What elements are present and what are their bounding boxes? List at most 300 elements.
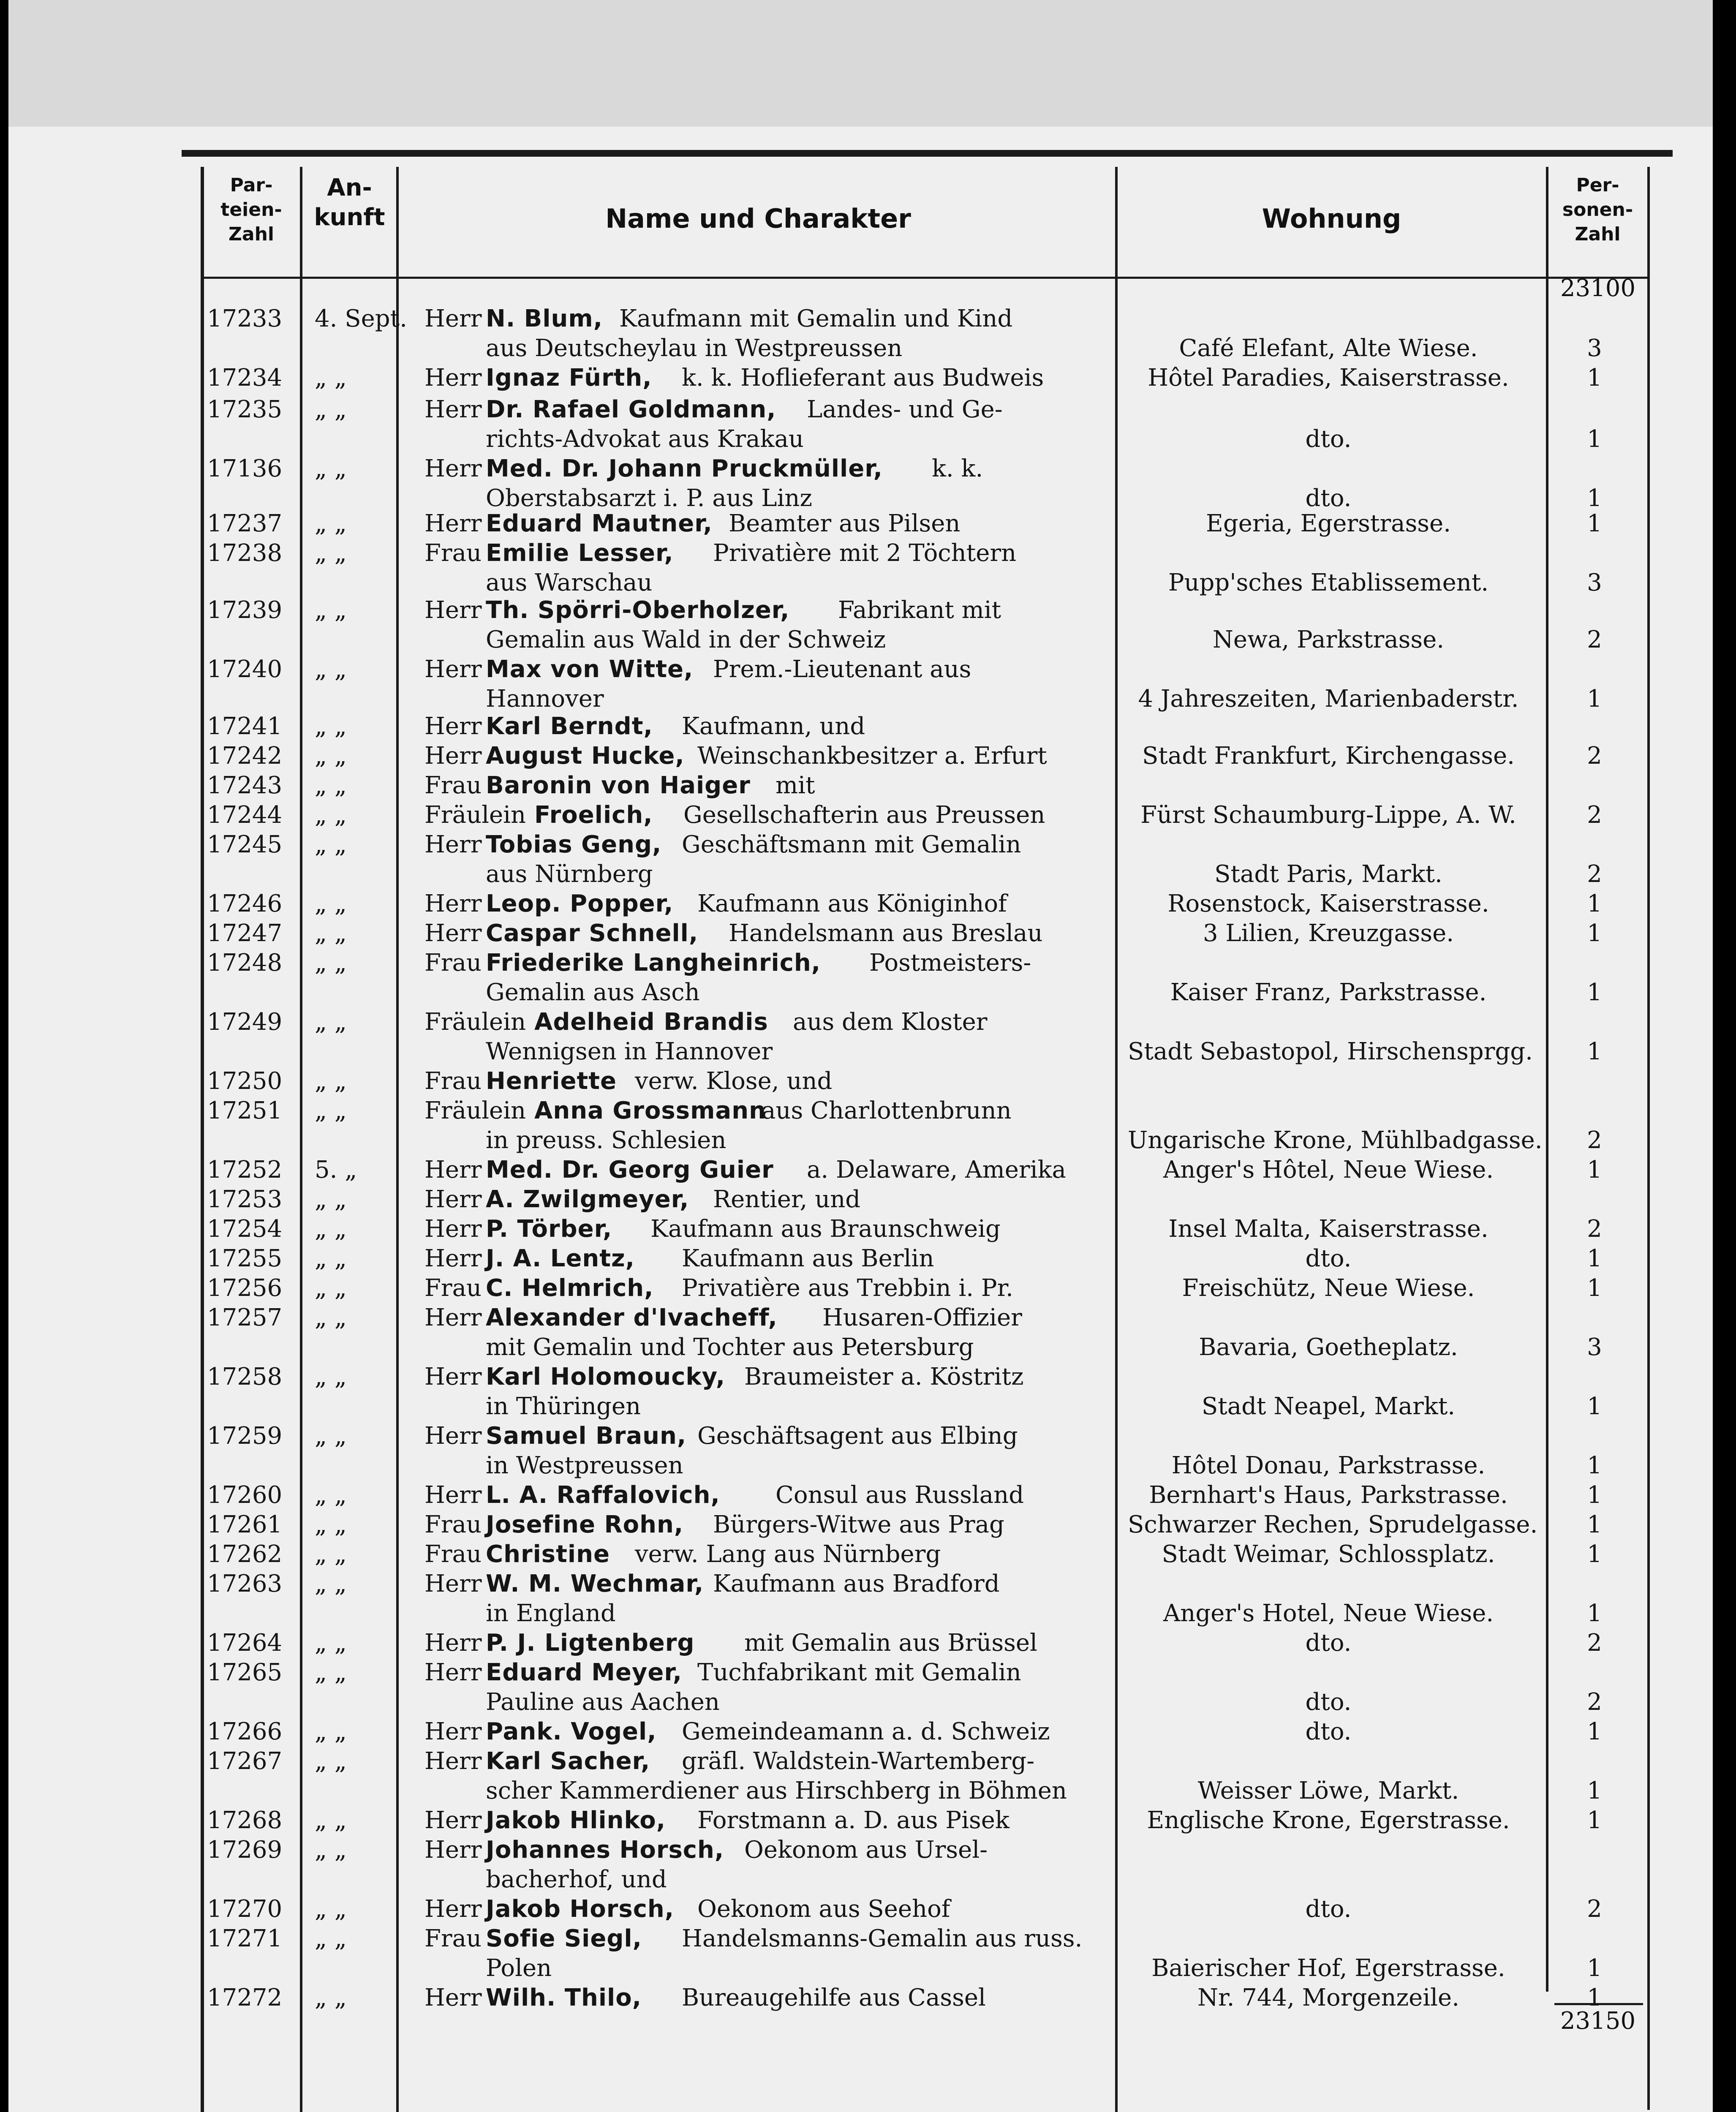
arrival-date: „ „ xyxy=(315,1718,347,1745)
guest-description: Braumeister a. Köstritz xyxy=(744,1363,1024,1391)
party-number: 17234 xyxy=(207,364,283,392)
header-bottom-rule xyxy=(203,277,1649,279)
address: dto. xyxy=(1305,484,1352,512)
header-party-line1: Par- xyxy=(230,174,273,196)
persons-count: 2 xyxy=(1587,801,1602,829)
arrival-date: „ „ xyxy=(315,539,347,567)
persons-count: 2 xyxy=(1587,860,1602,888)
header-persons-line1: Per- xyxy=(1576,174,1619,196)
carried-total: 23100 xyxy=(1560,275,1636,302)
guest-description: Kaufmann aus Braunschweig xyxy=(650,1215,1001,1243)
guest-title: Herr xyxy=(424,1481,482,1509)
address: 4 Jahreszeiten, Marienbaderstr. xyxy=(1138,685,1519,713)
address: Stadt Weimar, Schlossplatz. xyxy=(1162,1540,1495,1568)
header-arrival-line2: kunft xyxy=(314,204,385,231)
party-number: 17255 xyxy=(207,1245,283,1272)
guest-description-cont: aus Nürnberg xyxy=(486,860,653,888)
guest-name: Karl Holomoucky, xyxy=(486,1363,726,1391)
guest-description: Kaufmann mit Gemalin und Kind xyxy=(619,305,1013,332)
guest-description: Gemeindeamann a. d. Schweiz xyxy=(682,1718,1050,1745)
guest-description-cont: Wennigsen in Hannover xyxy=(486,1038,773,1065)
guest-description: gräfl. Waldstein-Wartemberg- xyxy=(682,1747,1035,1775)
party-number: 17256 xyxy=(207,1274,283,1302)
address: Stadt Frankfurt, Kirchengasse. xyxy=(1142,742,1515,770)
party-number: 17259 xyxy=(207,1422,283,1450)
guest-description-cont: in Thüringen xyxy=(486,1393,641,1420)
guest-title: Herr xyxy=(424,364,482,392)
guest-name: L. A. Raffalovich, xyxy=(486,1481,720,1509)
persons-count: 1 xyxy=(1587,1393,1602,1420)
guest-name: Pank. Vogel, xyxy=(486,1718,657,1745)
guest-name: Dr. Rafael Goldmann, xyxy=(486,396,776,423)
guest-description: Forstmann a. D. aus Pisek xyxy=(697,1807,1009,1834)
persons-count: 1 xyxy=(1587,1481,1602,1509)
guest-name: Max von Witte, xyxy=(486,656,694,683)
address: dto. xyxy=(1305,1688,1352,1716)
arrival-date: „ „ xyxy=(315,1363,347,1391)
party-number: 17261 xyxy=(207,1511,283,1538)
persons-count: 1 xyxy=(1587,1038,1602,1065)
party-number: 17268 xyxy=(207,1807,283,1834)
guest-name: Samuel Braun, xyxy=(486,1422,687,1450)
guest-name: Med. Dr. Johann Pruckmüller, xyxy=(486,455,883,482)
guest-description: aus Charlottenbrunn xyxy=(762,1097,1012,1124)
party-number: 17244 xyxy=(207,801,283,829)
guest-title: Herr xyxy=(424,1836,482,1864)
guest-description-cont: aus Warschau xyxy=(486,569,653,596)
arrival-date: „ „ xyxy=(315,1629,347,1657)
guest-description-cont: Gemalin aus Wald in der Schweiz xyxy=(486,626,886,653)
party-number: 17247 xyxy=(207,920,283,947)
party-number: 17240 xyxy=(207,656,283,683)
guest-description-cont: Oberstabsarzt i. P. aus Linz xyxy=(486,484,812,512)
persons-count: 1 xyxy=(1587,1274,1602,1302)
persons-count: 1 xyxy=(1587,1718,1602,1745)
guest-name: Froelich, xyxy=(534,801,653,829)
party-number: 17251 xyxy=(207,1097,283,1124)
guest-description: Kaufmann aus Berlin xyxy=(682,1245,934,1272)
persons-count: 1 xyxy=(1587,920,1602,947)
guest-description: Husaren-Offizier xyxy=(822,1304,1022,1331)
address: Stadt Sebastopol, Hirschensprgg. xyxy=(1128,1038,1533,1065)
guest-title: Herr xyxy=(424,656,482,683)
guest-name: Ignaz Fürth, xyxy=(486,364,652,392)
persons-count: 1 xyxy=(1587,890,1602,917)
guest-title: Herr xyxy=(424,1186,482,1213)
guest-name: Jakob Hlinko, xyxy=(486,1807,666,1834)
party-number: 17237 xyxy=(207,510,283,537)
party-number: 17242 xyxy=(207,742,283,770)
party-number: 17252 xyxy=(207,1156,283,1184)
guest-description-cont: aus Deutscheylau in Westpreussen xyxy=(486,335,903,362)
persons-count: 1 xyxy=(1587,1540,1602,1568)
persons-count: 1 xyxy=(1587,364,1602,392)
address: Weisser Löwe, Markt. xyxy=(1197,1777,1459,1804)
guest-name: Karl Sacher, xyxy=(486,1747,650,1775)
arrival-date: „ „ xyxy=(315,1097,347,1124)
guest-name: Sofie Siegl, xyxy=(486,1925,642,1952)
guest-title: Herr xyxy=(424,1895,482,1923)
arrival-date: „ „ xyxy=(315,1186,347,1213)
guest-description: Kaufmann aus Königinhof xyxy=(697,890,1007,917)
address: Egeria, Egerstrasse. xyxy=(1206,510,1451,537)
address: Bernhart's Haus, Parkstrasse. xyxy=(1149,1481,1508,1509)
rule-right xyxy=(1647,167,1650,2110)
guest-description-cont: scher Kammerdiener aus Hirschberg in Böhmen xyxy=(486,1777,1067,1804)
persons-count: 1 xyxy=(1587,1511,1602,1538)
address: Fürst Schaumburg-Lippe, A. W. xyxy=(1140,801,1516,829)
arrival-date: „ „ xyxy=(315,920,347,947)
header-party-line2: teien- xyxy=(220,199,282,220)
guest-name: Baronin von Haiger xyxy=(486,772,751,799)
arrival-date: „ „ xyxy=(315,1067,347,1095)
party-number: 17269 xyxy=(207,1836,283,1864)
arrival-date: „ „ xyxy=(315,1925,347,1952)
header-persons-line3: Zahl xyxy=(1575,223,1621,245)
guest-description-cont: Gemalin aus Asch xyxy=(486,979,700,1006)
guest-description: Landes- und Ge- xyxy=(807,396,1003,423)
guest-title: Frau xyxy=(424,1511,482,1538)
guest-name: Josefine Rohn, xyxy=(486,1511,684,1538)
arrival-date: „ „ xyxy=(315,396,347,423)
arrival-date: „ „ xyxy=(315,1245,347,1272)
party-number: 17136 xyxy=(207,455,283,482)
persons-count: 1 xyxy=(1587,1984,1602,2011)
party-number: 17265 xyxy=(207,1659,283,1686)
arrival-date: „ „ xyxy=(315,742,347,770)
guest-description: Gesellschafterin aus Preussen xyxy=(683,801,1045,829)
guest-description: Oekonom aus Seehof xyxy=(697,1895,950,1923)
guest-description: mit Gemalin aus Brüssel xyxy=(744,1629,1037,1657)
page-shading xyxy=(8,0,1713,127)
guest-title: Frau xyxy=(424,539,482,567)
address: Café Elefant, Alte Wiese. xyxy=(1179,335,1478,362)
guest-title: Herr xyxy=(424,742,482,770)
header-persons xyxy=(1550,173,1645,247)
guest-title: Frau xyxy=(424,1067,482,1095)
party-number: 17258 xyxy=(207,1363,283,1391)
guest-name: Th. Spörri-Oberholzer, xyxy=(486,596,790,624)
arrival-date: „ „ xyxy=(315,1215,347,1243)
rule-address-persons xyxy=(1546,167,1548,1992)
top-rule xyxy=(182,150,1673,157)
guest-description: Beamter aus Pilsen xyxy=(729,510,961,537)
party-number: 17246 xyxy=(207,890,283,917)
guest-name: August Hucke, xyxy=(486,742,685,770)
guest-description: Geschäftsagent aus Elbing xyxy=(697,1422,1018,1450)
persons-count: 1 xyxy=(1587,1452,1602,1479)
party-number: 17238 xyxy=(207,539,283,567)
guest-title: Herr xyxy=(424,1984,482,2011)
arrival-date: „ „ xyxy=(315,801,347,829)
guest-description: k. k. xyxy=(932,455,983,482)
party-number: 17270 xyxy=(207,1895,283,1923)
guest-title: Herr xyxy=(424,831,482,858)
guest-description: verw. Klose, und xyxy=(635,1067,833,1095)
guest-name: N. Blum, xyxy=(486,305,603,332)
persons-count: 1 xyxy=(1587,685,1602,713)
guest-title: Frau xyxy=(424,772,482,799)
register-page xyxy=(8,0,1713,2112)
guest-title: Herr xyxy=(424,1245,482,1272)
guest-title: Herr xyxy=(424,1747,482,1775)
header-persons-line2: sonen- xyxy=(1562,199,1633,220)
guest-name: Jakob Horsch, xyxy=(486,1895,675,1923)
arrival-date: „ „ xyxy=(315,1836,347,1864)
guest-title: Herr xyxy=(424,1718,482,1745)
guest-name: Med. Dr. Georg Guier xyxy=(486,1156,774,1184)
guest-name: Eduard Meyer, xyxy=(486,1659,683,1686)
guest-title: Fräulein xyxy=(424,1097,526,1124)
address: Schwarzer Rechen, Sprudelgasse. xyxy=(1128,1511,1538,1538)
guest-title: Herr xyxy=(424,596,482,624)
address: Hôtel Donau, Parkstrasse. xyxy=(1171,1452,1486,1479)
guest-name: Wilh. Thilo, xyxy=(486,1984,642,2011)
persons-count: 1 xyxy=(1587,979,1602,1006)
persons-count: 1 xyxy=(1587,1600,1602,1627)
guest-name: Adelheid Brandis xyxy=(534,1008,768,1036)
guest-name: Caspar Schnell, xyxy=(486,920,699,947)
address: Insel Malta, Kaiserstrasse. xyxy=(1168,1215,1488,1243)
party-number: 17257 xyxy=(207,1304,283,1331)
arrival-date: „ „ xyxy=(315,596,347,624)
address: dto. xyxy=(1305,425,1352,453)
arrival-date: „ „ xyxy=(315,1481,347,1509)
rule-left xyxy=(201,167,204,2112)
arrival-date: „ „ xyxy=(315,1807,347,1834)
guest-description-cont: mit Gemalin und Tochter aus Petersburg xyxy=(486,1334,974,1361)
header-party-number xyxy=(205,173,298,247)
guest-description: Geschäftsmann mit Gemalin xyxy=(682,831,1021,858)
arrival-date: „ „ xyxy=(315,1895,347,1923)
persons-count: 2 xyxy=(1587,1215,1602,1243)
guest-description-cont: Pauline aus Aachen xyxy=(486,1688,720,1716)
party-number: 17235 xyxy=(207,396,283,423)
persons-count: 1 xyxy=(1587,1245,1602,1272)
arrival-date: „ „ xyxy=(315,1570,347,1598)
persons-count: 2 xyxy=(1587,1127,1602,1154)
guest-title: Herr xyxy=(424,1156,482,1184)
address: Ungarische Krone, Mühlbadgasse. xyxy=(1128,1127,1543,1154)
party-number: 17239 xyxy=(207,596,283,624)
address: Hôtel Paradies, Kaiserstrasse. xyxy=(1148,364,1509,392)
arrival-date: „ „ xyxy=(315,1984,347,2011)
guest-description: Postmeisters- xyxy=(869,949,1031,977)
guest-name: Anna Grossmann xyxy=(534,1097,766,1124)
persons-count: 2 xyxy=(1587,742,1602,770)
guest-description: Fabrikant mit xyxy=(838,596,1001,624)
persons-count: 2 xyxy=(1587,626,1602,653)
guest-description: mit xyxy=(775,772,815,799)
guest-description: Kaufmann aus Bradford xyxy=(713,1570,1000,1598)
address: 3 Lilien, Kreuzgasse. xyxy=(1203,920,1454,947)
guest-title: Herr xyxy=(424,1629,482,1657)
guest-description: aus dem Kloster xyxy=(793,1008,988,1036)
persons-count: 1 xyxy=(1587,1807,1602,1834)
party-number: 17271 xyxy=(207,1925,283,1952)
arrival-date: „ „ xyxy=(315,1274,347,1302)
guest-description: Prem.-Lieutenant aus xyxy=(713,656,971,683)
guest-name: P. Törber, xyxy=(486,1215,612,1243)
guest-title: Herr xyxy=(424,1422,482,1450)
arrival-date: „ „ xyxy=(315,1511,347,1538)
guest-name: Henriette xyxy=(486,1067,617,1095)
guest-title: Herr xyxy=(424,396,482,423)
persons-count: 1 xyxy=(1587,1777,1602,1804)
guest-title: Herr xyxy=(424,1807,482,1834)
party-number: 17260 xyxy=(207,1481,283,1509)
party-number: 17249 xyxy=(207,1008,283,1036)
guest-title: Frau xyxy=(424,1274,482,1302)
persons-count: 1 xyxy=(1587,1954,1602,1982)
persons-count: 3 xyxy=(1587,569,1602,596)
guest-name: Alexander d'Ivacheff, xyxy=(486,1304,778,1331)
persons-count: 3 xyxy=(1587,335,1602,362)
persons-count: 1 xyxy=(1587,484,1602,512)
guest-title: Frau xyxy=(424,1540,482,1568)
guest-description: Bürgers-Witwe aus Prag xyxy=(713,1511,1004,1538)
guest-title: Herr xyxy=(424,920,482,947)
guest-description-cont: in Westpreussen xyxy=(486,1452,683,1479)
guest-description: Bureaugehilfe aus Cassel xyxy=(682,1984,986,2011)
guest-description: Consul aus Russland xyxy=(775,1481,1024,1509)
arrival-date: „ „ xyxy=(315,1008,347,1036)
address: dto. xyxy=(1305,1629,1352,1657)
arrival-date: „ „ xyxy=(315,772,347,799)
party-number: 17262 xyxy=(207,1540,283,1568)
guest-title: Herr xyxy=(424,1304,482,1331)
party-number: 17264 xyxy=(207,1629,283,1657)
persons-count: 2 xyxy=(1587,1629,1602,1657)
guest-name: P. J. Ligtenberg xyxy=(486,1629,695,1657)
address: Baierischer Hof, Egerstrasse. xyxy=(1151,1954,1505,1982)
address: dto. xyxy=(1305,1245,1352,1272)
guest-name: W. M. Wechmar, xyxy=(486,1570,704,1598)
party-number: 17233 xyxy=(207,305,283,332)
guest-title: Fräulein xyxy=(424,801,526,829)
guest-title: Herr xyxy=(424,1215,482,1243)
guest-title: Herr xyxy=(424,1659,482,1686)
guest-name: Tobias Geng, xyxy=(486,831,662,858)
address: Stadt Neapel, Markt. xyxy=(1201,1393,1456,1420)
guest-name: Karl Berndt, xyxy=(486,713,653,740)
guest-name: Friederike Langheinrich, xyxy=(486,949,821,977)
guest-description: Oekonom aus Ursel- xyxy=(744,1836,988,1864)
arrival-date: „ „ xyxy=(315,1659,347,1686)
guest-description: verw. Lang aus Nürnberg xyxy=(635,1540,941,1568)
party-number: 17248 xyxy=(207,949,283,977)
persons-count: 1 xyxy=(1587,510,1602,537)
arrival-date: „ „ xyxy=(315,656,347,683)
arrival-date: „ „ xyxy=(315,1422,347,1450)
guest-description: Tuchfabrikant mit Gemalin xyxy=(697,1659,1021,1686)
header-arrival-line1: An- xyxy=(327,174,372,201)
header-arrival xyxy=(304,173,395,232)
guest-name: Leop. Popper, xyxy=(486,890,674,917)
guest-title: Frau xyxy=(424,949,482,977)
party-number: 17263 xyxy=(207,1570,283,1598)
guest-description: Weinschankbesitzer a. Erfurt xyxy=(697,742,1047,770)
party-number: 17266 xyxy=(207,1718,283,1745)
party-number: 17253 xyxy=(207,1186,283,1213)
party-number: 17272 xyxy=(207,1984,283,2011)
guest-name: Eduard Mautner, xyxy=(486,510,713,537)
address: Anger's Hotel, Neue Wiese. xyxy=(1163,1600,1494,1627)
persons-count: 2 xyxy=(1587,1688,1602,1716)
guest-description-cont: in England xyxy=(486,1600,616,1627)
address: Nr. 744, Morgenzeile. xyxy=(1197,1984,1459,2011)
address: Freischütz, Neue Wiese. xyxy=(1182,1274,1475,1302)
arrival-date: „ „ xyxy=(315,1540,347,1568)
guest-title: Herr xyxy=(424,713,482,740)
arrival-date: „ „ xyxy=(315,713,347,740)
party-number: 17245 xyxy=(207,831,283,858)
address: Stadt Paris, Markt. xyxy=(1214,860,1442,888)
guest-description: Privatière mit 2 Töchtern xyxy=(713,539,1017,567)
guest-description: Handelsmanns-Gemalin aus russ. xyxy=(682,1925,1083,1952)
guest-name: Emilie Lesser, xyxy=(486,539,674,567)
party-number: 17250 xyxy=(207,1067,283,1095)
guest-description-cont: bacherhof, und xyxy=(486,1866,667,1893)
guest-description-cont: Hannover xyxy=(486,685,604,713)
guest-description: Kaufmann, und xyxy=(682,713,865,740)
address: Newa, Parkstrasse. xyxy=(1212,626,1445,653)
guest-description: Privatière aus Trebbin i. Pr. xyxy=(682,1274,1013,1302)
guest-description: Rentier, und xyxy=(713,1186,861,1213)
guest-title: Herr xyxy=(424,1363,482,1391)
guest-name: Johannes Horsch, xyxy=(486,1836,724,1864)
address: dto. xyxy=(1305,1718,1352,1745)
guest-title: Herr xyxy=(424,890,482,917)
address: Kaiser Franz, Parkstrasse. xyxy=(1170,979,1487,1006)
guest-name: Christine xyxy=(486,1540,610,1568)
guest-name: C. Helmrich, xyxy=(486,1274,654,1302)
guest-title: Herr xyxy=(424,455,482,482)
guest-title: Herr xyxy=(424,1570,482,1598)
header-address: Wohnung xyxy=(1262,203,1401,234)
guest-name: J. A. Lentz, xyxy=(486,1245,635,1272)
guest-description-cont: in preuss. Schlesien xyxy=(486,1127,727,1154)
persons-count: 1 xyxy=(1587,1156,1602,1184)
arrival-date: „ „ xyxy=(315,831,347,858)
arrival-date: „ „ xyxy=(315,1747,347,1775)
address: Pupp'sches Etablissement. xyxy=(1168,569,1489,596)
guest-name: A. Zwilgmeyer, xyxy=(486,1186,689,1213)
arrival-date: „ „ xyxy=(315,1304,347,1331)
arrival-date: 5. „ xyxy=(315,1156,357,1184)
persons-count: 3 xyxy=(1587,1334,1602,1361)
address: Englische Krone, Egerstrasse. xyxy=(1147,1807,1510,1834)
header-name: Name und Charakter xyxy=(605,203,911,234)
guest-description: Handelsmann aus Breslau xyxy=(729,920,1043,947)
guest-description-cont: richts-Advokat aus Krakau xyxy=(486,425,804,453)
address: Rosenstock, Kaiserstrasse. xyxy=(1167,890,1489,917)
party-number: 17241 xyxy=(207,713,283,740)
arrival-date: „ „ xyxy=(315,510,347,537)
address: Anger's Hôtel, Neue Wiese. xyxy=(1163,1156,1494,1184)
party-number: 17254 xyxy=(207,1215,283,1243)
arrival-date: „ „ xyxy=(315,890,347,917)
guest-title: Fräulein xyxy=(424,1008,526,1036)
party-number: 17243 xyxy=(207,772,283,799)
arrival-date: „ „ xyxy=(315,364,347,392)
guest-title: Frau xyxy=(424,1925,482,1952)
address: dto. xyxy=(1305,1895,1352,1923)
persons-count: 1 xyxy=(1587,425,1602,453)
guest-title: Herr xyxy=(424,305,482,332)
arrival-date: „ „ xyxy=(315,949,347,977)
page-total: 23150 xyxy=(1560,2007,1636,2035)
